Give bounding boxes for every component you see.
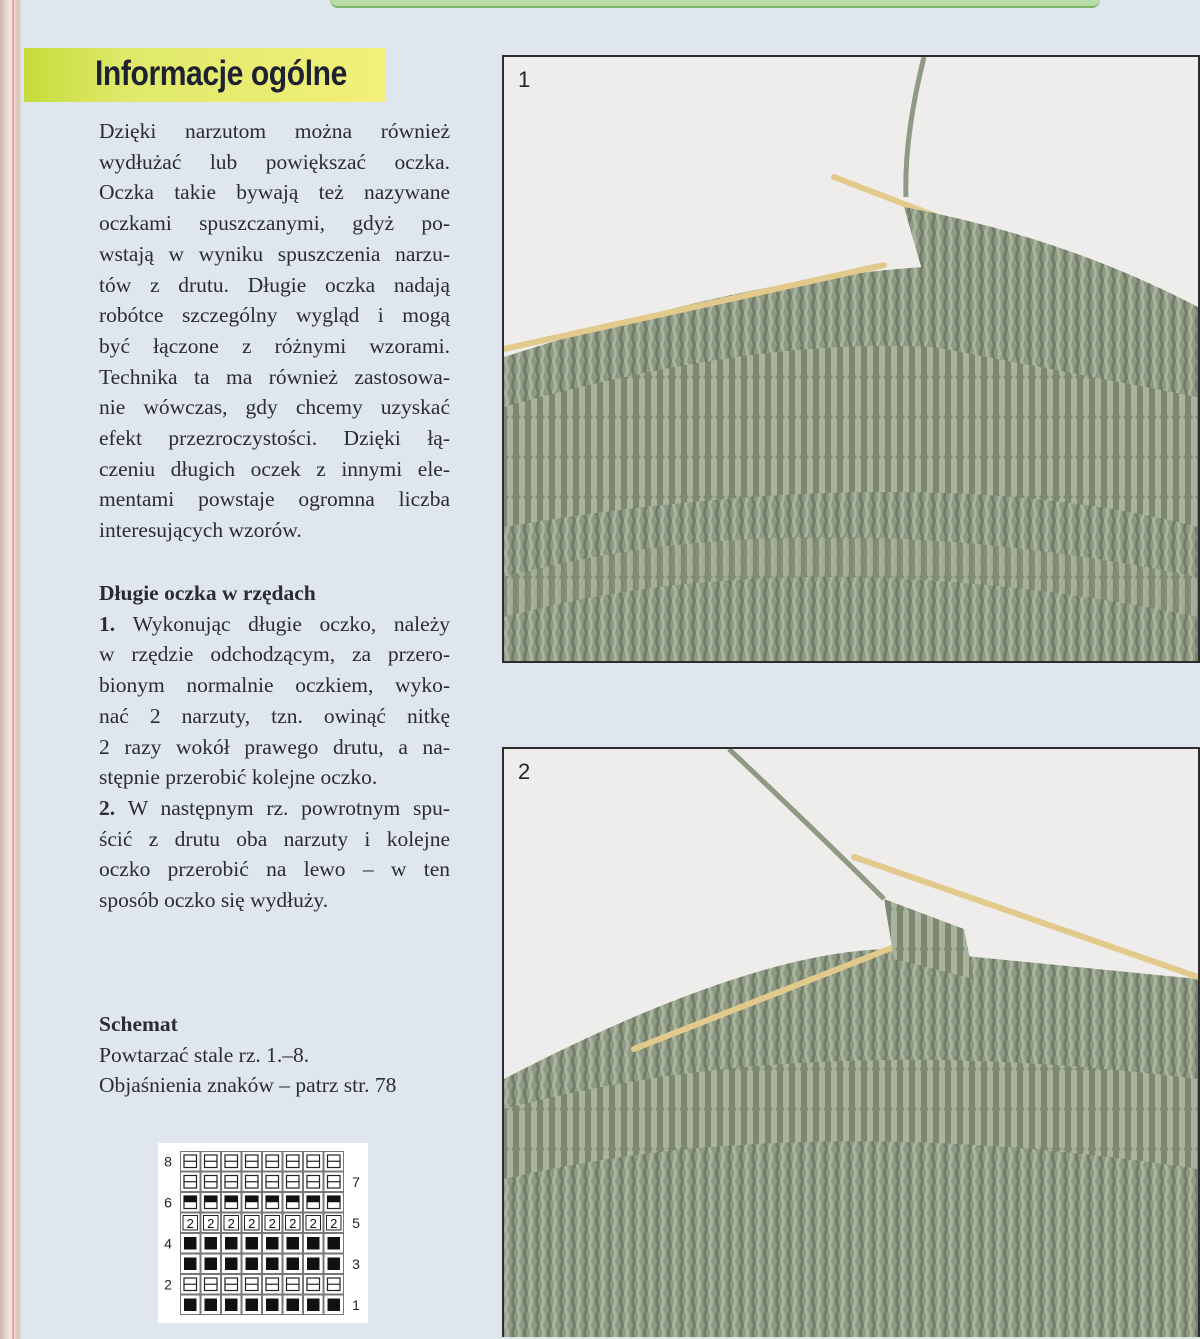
intro-line: czeniu długich oczek z innymi ele- <box>99 456 450 481</box>
step-1-text: Wykonując długie oczko, należy <box>132 611 450 636</box>
chart-filled-mark <box>184 1299 197 1312</box>
schema-legend-note: Objaśnienia znaków – patrz str. 78 <box>99 1073 397 1098</box>
chart-filled-mark <box>287 1237 300 1250</box>
chart-row-number-left: 8 <box>164 1153 172 1170</box>
step-1-text: nać 2 narzuty, tzn. owinąć nitkę <box>99 703 450 728</box>
knitting-illustration-1 <box>504 57 1198 661</box>
photo-step-2 <box>502 747 1200 1337</box>
intro-line: mentami powstaje ogromna liczba <box>99 487 450 512</box>
chart-row-number-right: 1 <box>352 1296 360 1313</box>
chart-filled-mark <box>328 1258 341 1271</box>
chart-filled-mark <box>184 1258 197 1271</box>
chart-filled-mark <box>266 1299 279 1312</box>
chart-filled-mark <box>225 1299 238 1312</box>
intro-line: tów z drutu. Długie oczka nadają <box>99 272 450 297</box>
step-2-line <box>99 824 450 855</box>
step-2-line <box>99 885 450 916</box>
step-1-line <box>99 609 450 640</box>
chart-symbol-label: 2 <box>248 1215 256 1231</box>
step-2 <box>99 793 450 916</box>
chart-symbol-label: 2 <box>186 1215 194 1231</box>
step-1 <box>99 609 450 793</box>
knitting-chart-grid <box>158 1143 368 1323</box>
photo-label-1: 1 <box>518 67 531 92</box>
schema-section <box>99 1009 469 1101</box>
intro-line: oczkami spuszczanymi, gdyż po- <box>99 211 450 236</box>
chart-filled-mark <box>307 1258 320 1271</box>
chart-tab-fill <box>184 1196 197 1202</box>
chart-symbol-label: 2 <box>309 1215 317 1231</box>
page-title: Informacje ogólne <box>95 54 347 93</box>
book-spine <box>0 0 22 1339</box>
intro-line: Oczka takie bywają też nazywane <box>99 180 450 205</box>
chart-filled-mark <box>328 1237 341 1250</box>
steps-section <box>99 578 450 916</box>
chart-row-number-right: 5 <box>352 1214 360 1231</box>
step-1-line <box>99 701 450 732</box>
chart-row-number-right: 3 <box>352 1255 360 1272</box>
chart-filled-mark <box>266 1237 279 1250</box>
intro-line: efekt przezroczystości. Dzięki łą- <box>99 426 450 451</box>
step-2-number: 2. <box>99 795 128 820</box>
spine-line <box>12 0 14 1339</box>
chart-filled-mark <box>205 1258 218 1271</box>
intro-line: robótce szczególny wygląd i mogą <box>99 303 450 328</box>
chart-filled-mark <box>225 1237 238 1250</box>
intro-line: Dzięki narzutom można również <box>99 119 450 143</box>
chart-tab-fill <box>287 1196 300 1202</box>
chart-filled-mark <box>184 1237 197 1250</box>
step-2-line <box>99 854 450 885</box>
chart-tab-fill <box>205 1196 218 1202</box>
step-2-text: oczko przerobić na lewo – w ten <box>99 857 450 882</box>
intro-line: interesujących wzorów. <box>99 518 302 543</box>
chart-filled-mark <box>307 1299 320 1312</box>
top-decorative-bar <box>330 0 1100 8</box>
step-2-text: W następnym rz. powrotnym spu- <box>127 795 450 820</box>
step-1-text: bionym normalnie oczkiem, wyko- <box>99 673 450 698</box>
chart-filled-mark <box>246 1258 259 1271</box>
photo-label-2: 2 <box>518 759 531 784</box>
chart-filled-mark <box>205 1237 218 1250</box>
step-1-line <box>99 639 450 670</box>
intro-line: Technika ta ma również zastosowa- <box>99 364 450 389</box>
intro-line: wstają w wyniku spuszczenia narzu- <box>99 241 450 266</box>
chart-row-number-left: 4 <box>164 1235 172 1252</box>
chart-tab-fill <box>246 1196 259 1202</box>
chart-tab-fill <box>266 1196 279 1202</box>
chart-filled-mark <box>287 1258 300 1271</box>
chart-filled-mark <box>307 1237 320 1250</box>
intro-line: nie wówczas, gdy chcemy uzyskać <box>99 395 450 420</box>
step-1-text: stępnie przerobić kolejne oczko. <box>99 765 378 790</box>
chart-filled-mark <box>205 1299 218 1312</box>
steps-heading: Długie oczka w rzędach <box>99 581 316 605</box>
step-1-line <box>99 762 450 793</box>
chart-tab-fill <box>328 1196 341 1202</box>
step-2-text: ścić z drutu oba narzuty i kolejne <box>99 826 450 851</box>
chart-filled-mark <box>225 1258 238 1271</box>
schema-repeat-note: Powtarzać stale rz. 1.–8. <box>99 1042 310 1067</box>
chart-row-number-right: 7 <box>352 1173 360 1190</box>
step-2-text: sposób oczko się wydłuży. <box>99 888 329 913</box>
chart-symbol-label: 2 <box>268 1215 276 1231</box>
knitting-illustration-2 <box>504 749 1198 1337</box>
chart-symbol-label: 2 <box>207 1215 215 1231</box>
step-1-line <box>99 732 450 763</box>
chart-tab-fill <box>307 1196 320 1202</box>
knitting-chart <box>158 1143 368 1323</box>
chart-filled-mark <box>328 1299 341 1312</box>
chart-filled-mark <box>266 1258 279 1271</box>
chart-row-number-left: 6 <box>164 1194 172 1211</box>
intro-line: być łączone z różnymi wzorami. <box>99 333 450 358</box>
photo-step-1 <box>502 55 1200 663</box>
chart-filled-mark <box>246 1299 259 1312</box>
chart-symbol-label: 2 <box>289 1215 297 1231</box>
step-1-line <box>99 670 450 701</box>
intro-paragraph <box>99 116 450 546</box>
chart-filled-mark <box>246 1237 259 1250</box>
chart-row-number-left: 2 <box>164 1276 172 1293</box>
step-1-text: w rzędzie odchodzącym, za przero- <box>99 642 450 667</box>
chart-tab-fill <box>225 1196 238 1202</box>
step-1-text: 2 razy wokół prawego drutu, a na- <box>99 734 450 759</box>
chart-filled-mark <box>287 1299 300 1312</box>
intro-line: wydłużać lub powiększać oczka. <box>99 149 450 174</box>
chart-symbol-label: 2 <box>330 1215 338 1231</box>
chart-symbol-label: 2 <box>227 1215 235 1231</box>
schema-heading: Schemat <box>99 1012 178 1036</box>
step-2-line <box>99 793 450 824</box>
step-1-number: 1. <box>99 611 133 636</box>
